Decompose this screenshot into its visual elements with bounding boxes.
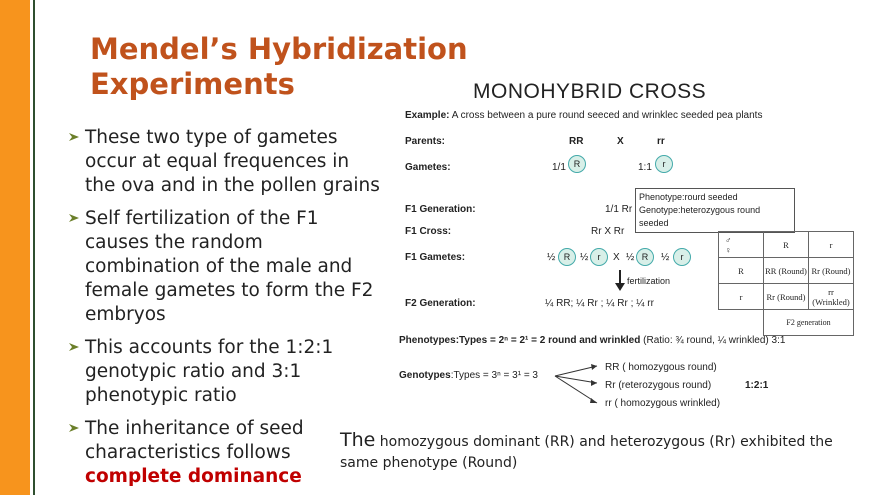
branch-arrows-icon xyxy=(553,363,603,413)
bullet-item xyxy=(68,207,383,327)
f1-cross-value: Rr X Rr xyxy=(591,226,625,237)
gamete-fraction: ½ xyxy=(580,252,589,263)
genotypes-row xyxy=(399,370,538,381)
punnett-spacer xyxy=(719,310,764,336)
bullet-item xyxy=(68,126,383,198)
phenotype-box-text: Phenotype:rourd seeded xyxy=(639,192,738,202)
arrow-bullet-icon xyxy=(68,341,82,353)
caption xyxy=(340,430,860,474)
gamete-1-circle: R xyxy=(568,155,586,173)
bullet-list xyxy=(68,126,383,495)
punnett-header-R: R xyxy=(764,232,809,258)
punnett-footer: F2 generation xyxy=(764,310,854,336)
genotype-ratio: 1:2:1 xyxy=(745,380,769,391)
bullet-item xyxy=(68,336,383,408)
example-text: A cross between a pure round seeced and wrinklec seeded pea plants xyxy=(451,110,763,121)
caption-first-word: The xyxy=(340,429,376,451)
gamete-2-fraction: 1:1 xyxy=(638,162,652,173)
punnett-header-r: r xyxy=(809,232,854,258)
example-row xyxy=(405,110,762,121)
bullet-item xyxy=(68,417,383,489)
f1-gamete-R-2: R xyxy=(636,248,654,266)
parents-label: Parents: xyxy=(405,136,446,147)
genotype-rr-homozygous: RR ( homozygous round) xyxy=(605,362,717,373)
bullet-text: This accounts for the 1:2:1 genotypic ratio and 3:1 phenotypic ratio xyxy=(85,337,334,406)
female-symbol: ♀ xyxy=(725,244,732,255)
title-line-2: Experiments xyxy=(90,67,295,101)
genotype-rr-heterozygous: Rr (reterozygous round) xyxy=(605,380,712,391)
cross-symbol: X xyxy=(613,252,620,263)
punnett-row-r: r xyxy=(719,284,764,310)
gamete-fraction: ½ xyxy=(661,252,670,263)
accent-bar xyxy=(0,0,30,495)
bullet-emphasis: complete dominance xyxy=(85,466,302,487)
diagram-heading: MONOHYBRID CROSS xyxy=(473,80,707,103)
parent-1: RR xyxy=(569,136,584,147)
genotypes-label: Genotypes xyxy=(399,370,451,381)
male-symbol: ♂ xyxy=(725,234,732,245)
punnett-cell: Rr (Round) xyxy=(764,284,809,310)
genotype-rr-wrinkled: rr ( homozygous wrinkled) xyxy=(605,398,721,409)
genotype-box-text: Genotype:heterozygous round seeded xyxy=(639,205,761,228)
f1-cross-label: F1 Cross: xyxy=(405,226,452,237)
example-label: Example: xyxy=(405,110,450,121)
f2-generation-label: F2 Generation: xyxy=(405,298,476,309)
f1-gamete-R-1: R xyxy=(558,248,576,266)
arrow-bullet-icon xyxy=(68,131,82,143)
monohybrid-cross-diagram xyxy=(395,80,865,430)
punnett-corner xyxy=(719,232,764,258)
punnett-cell: Rr (Round) xyxy=(809,258,854,284)
bullet-text: These two type of gametes occur at equal frequences in the ova and in the pollen grains xyxy=(85,127,380,196)
f1-generation-label: F1 Generation: xyxy=(405,204,476,215)
bullet-text: Self fertilization of the F1 causes the random combination of the male and female gametes to form the F2 embryos xyxy=(85,208,374,325)
down-arrow-icon xyxy=(615,270,625,292)
fertilization-label: fertilization xyxy=(627,276,671,286)
punnett-square xyxy=(718,231,854,336)
f1-gamete-r-1: r xyxy=(590,248,608,266)
divider-line xyxy=(33,0,35,495)
gamete-1-fraction: 1/1 xyxy=(552,162,566,173)
punnett-row-R: R xyxy=(719,258,764,284)
arrow-bullet-icon xyxy=(68,212,82,224)
f1-generation-value: 1/1 Rr xyxy=(605,204,633,215)
f1-gametes-label: F1 Gametes: xyxy=(405,252,466,263)
f1-gamete-r-2: r xyxy=(673,248,691,266)
gametes-label: Gametes: xyxy=(405,162,451,173)
caption-text: homozygous dominant (RR) and heterozygous (Rr) exhibited the same phenotype (Round) xyxy=(340,434,833,471)
f1-phenotype-box xyxy=(635,188,795,233)
phenotypes-text: :Types = 2ⁿ = 2¹ = 2 round and wrinkled xyxy=(455,335,641,346)
f2-generation-value: ¼ RR; ¼ Rr ; ¼ Rr ; ¼ rr xyxy=(545,298,654,309)
title-line-1: Mendel’s Hybridization xyxy=(90,32,468,66)
gamete-fraction: ½ xyxy=(626,252,635,263)
genotypes-text: :Types = 3ⁿ = 3¹ = 3 xyxy=(450,370,538,381)
gamete-2-circle: r xyxy=(655,155,673,173)
punnett-cell: rr (Wrinkled) xyxy=(809,284,854,310)
gamete-fraction: ½ xyxy=(547,252,556,263)
cross-symbol: X xyxy=(617,136,624,147)
punnett-cell: RR (Round) xyxy=(764,258,809,284)
phenotypes-label: Phenotypes xyxy=(399,335,456,346)
phenotypes-row xyxy=(399,335,785,346)
parent-2: rr xyxy=(657,136,665,147)
phenotypes-ratio: (Ratio: ¾ round, ¼ wrinkled) 3:1 xyxy=(643,335,786,346)
bullet-text: The inheritance of seed characteristics follows xyxy=(85,418,304,463)
arrow-bullet-icon xyxy=(68,422,82,434)
